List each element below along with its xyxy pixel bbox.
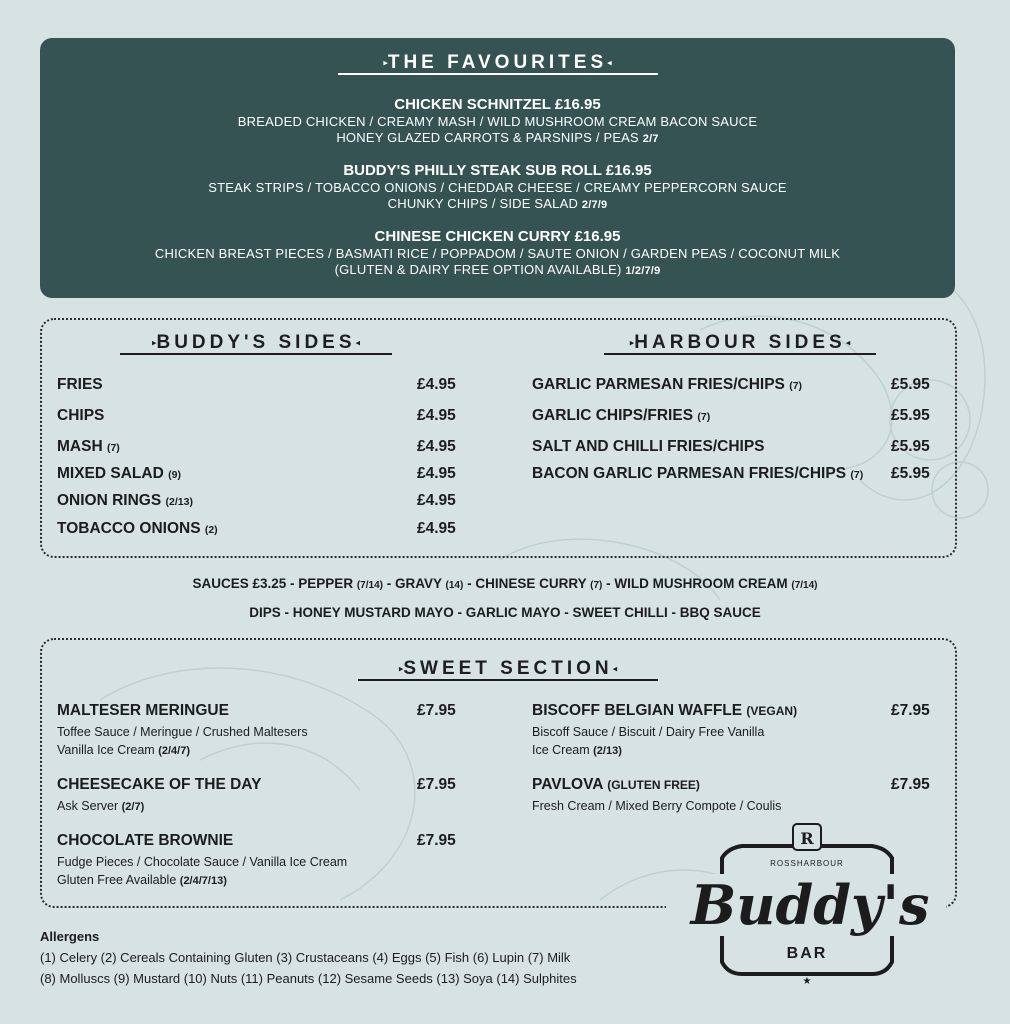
allergen-codes: 2/7/9 bbox=[581, 199, 608, 211]
side-item-name: MASH (7) bbox=[57, 438, 120, 455]
allergens-heading: Allergens bbox=[40, 929, 100, 944]
allergens-line: (1) Celery (2) Cereals Containing Gluten (3) Crustaceans (4) Eggs (5) Fish (6) Lupin (7) Milk bbox=[40, 950, 571, 965]
logo-monogram: R bbox=[800, 829, 814, 848]
side-item-name: CHIPS bbox=[57, 407, 105, 424]
side-item-price: £4.95 bbox=[417, 520, 456, 537]
side-item-price: £4.95 bbox=[417, 492, 456, 509]
harbour-sides-title: ▸HARBOUR SIDES◂ bbox=[629, 332, 851, 353]
side-item-price: £5.95 bbox=[891, 376, 930, 393]
sweet-section-underline bbox=[358, 679, 658, 681]
buddys-sides-underline bbox=[120, 353, 392, 355]
side-item-name: ONION RINGS (2/13) bbox=[57, 492, 193, 509]
logo-bottom-text: BAR bbox=[786, 945, 828, 962]
dessert-name: MALTESER MERINGUE bbox=[57, 702, 229, 719]
dessert-name: PAVLOVA (GLUTEN FREE) bbox=[532, 776, 700, 793]
favourites-title: ▸THE FAVOURITES◂ bbox=[383, 52, 612, 73]
favourite-desc: CHICKEN BREAST PIECES / BASMATI RICE / POPPADOM / SAUTE ONION / GARDEN PEAS / COCONUT MILK bbox=[154, 246, 841, 261]
dessert-name: BISCOFF BELGIAN WAFFLE (VEGAN) bbox=[532, 702, 798, 719]
favourite-desc: BREADED CHICKEN / CREAMY MASH / WILD MUSHROOM CREAM BACON SAUCE bbox=[237, 114, 758, 129]
favourite-item bbox=[40, 96, 955, 147]
favourite-desc: (GLUTEN & DAIRY FREE OPTION AVAILABLE) 1/2/7/9 bbox=[334, 262, 661, 277]
arrow-left-icon: ◂ bbox=[607, 57, 612, 68]
side-item-price: £4.95 bbox=[417, 407, 456, 424]
dessert-name: CHOCOLATE BROWNIE bbox=[57, 832, 234, 849]
harbour-sides-underline bbox=[604, 353, 876, 355]
buddys-bar-logo bbox=[662, 822, 952, 992]
allergens-legend bbox=[40, 926, 577, 989]
allergen-codes: 2/7 bbox=[642, 133, 659, 145]
allergens-line: (8) Molluscs (9) Mustard (10) Nuts (11) Peanuts (12) Sesame Seeds (13) Soya (14) Sulphites bbox=[40, 971, 577, 986]
side-item-price: £5.95 bbox=[891, 438, 930, 455]
arrow-right-icon: ▸ bbox=[629, 337, 635, 348]
favourite-item bbox=[40, 162, 955, 213]
logo-script-text: Buddy's bbox=[690, 873, 930, 937]
side-item-name: BACON GARLIC PARMESAN FRIES/CHIPS (7) bbox=[532, 465, 864, 482]
dessert-price: £7.95 bbox=[891, 776, 930, 793]
side-item-name: SALT AND CHILLI FRIES/CHIPS bbox=[532, 438, 765, 455]
favourite-name: CHINESE CHICKEN CURRY £16.95 bbox=[374, 228, 621, 245]
favourite-item bbox=[40, 228, 955, 279]
side-item-price: £5.95 bbox=[891, 407, 930, 424]
logo-top-text: ROSSHARBOUR bbox=[770, 859, 844, 868]
favourite-name: BUDDY'S PHILLY STEAK SUB ROLL £16.95 bbox=[343, 162, 652, 179]
dessert-price: £7.95 bbox=[417, 776, 456, 793]
side-item-price: £4.95 bbox=[417, 438, 456, 455]
side-item-name: GARLIC CHIPS/FRIES (7) bbox=[532, 407, 711, 424]
favourite-desc: STEAK STRIPS / TOBACCO ONIONS / CHEDDAR CHEESE / CREAMY PEPPERCORN SAUCE bbox=[208, 180, 787, 195]
side-item-name: MIXED SALAD (9) bbox=[57, 465, 181, 482]
arrow-right-icon: ▸ bbox=[383, 57, 388, 68]
arrow-left-icon: ◂ bbox=[845, 337, 851, 348]
sweet-section-title: ▸SWEET SECTION◂ bbox=[398, 658, 618, 679]
favourites-panel bbox=[40, 38, 955, 298]
side-item-price: £5.95 bbox=[891, 465, 930, 482]
dessert-name: CHEESECAKE OF THE DAY bbox=[57, 776, 262, 793]
dessert-desc: Fresh Cream / Mixed Berry Compote / Coulis bbox=[532, 799, 782, 813]
side-item-name: TOBACCO ONIONS (2) bbox=[57, 520, 218, 537]
dessert-desc: Biscoff Sauce / Biscuit / Dairy Free Vanilla Ice Cream (2/13) bbox=[532, 725, 765, 757]
side-item-price: £4.95 bbox=[417, 376, 456, 393]
favourites-title-underline bbox=[338, 73, 658, 75]
arrow-right-icon: ▸ bbox=[398, 663, 404, 674]
sauces-line: SAUCES £3.25 - PEPPER (7/14) - GRAVY (14) - CHINESE CURRY (7) - WILD MUSHROOM CREAM (7/14) bbox=[192, 576, 818, 591]
arrow-left-icon: ◂ bbox=[612, 663, 618, 674]
side-item-name: GARLIC PARMESAN FRIES/CHIPS (7) bbox=[532, 376, 803, 393]
star-icon: ★ bbox=[802, 976, 812, 987]
dessert-desc: Fudge Pieces / Chocolate Sauce / Vanilla Ice Cream Gluten Free Available (2/4/7/13) bbox=[57, 855, 348, 887]
arrow-left-icon: ◂ bbox=[355, 337, 361, 348]
dessert-price: £7.95 bbox=[417, 832, 456, 849]
dessert-desc: Toffee Sauce / Meringue / Crushed Maltesers Vanilla Ice Cream (2/4/7) bbox=[57, 725, 308, 757]
dessert-price: £7.95 bbox=[417, 702, 456, 719]
favourite-desc: HONEY GLAZED CARROTS & PARSNIPS / PEAS 2/7 bbox=[336, 130, 659, 145]
dessert-desc: Ask Server (2/7) bbox=[57, 799, 145, 813]
dips-line: DIPS - HONEY MUSTARD MAYO - GARLIC MAYO - SWEET CHILLI - BBQ SAUCE bbox=[249, 605, 761, 620]
arrow-right-icon: ▸ bbox=[151, 337, 157, 348]
allergen-codes: 1/2/7/9 bbox=[625, 265, 661, 277]
side-item-price: £4.95 bbox=[417, 465, 456, 482]
favourite-desc: CHUNKY CHIPS / SIDE SALAD 2/7/9 bbox=[387, 196, 608, 211]
side-item-name: FRIES bbox=[57, 376, 103, 393]
dessert-price: £7.95 bbox=[891, 702, 930, 719]
favourite-name: CHICKEN SCHNITZEL £16.95 bbox=[394, 96, 601, 113]
buddys-sides-title: ▸BUDDY'S SIDES◂ bbox=[151, 332, 361, 353]
